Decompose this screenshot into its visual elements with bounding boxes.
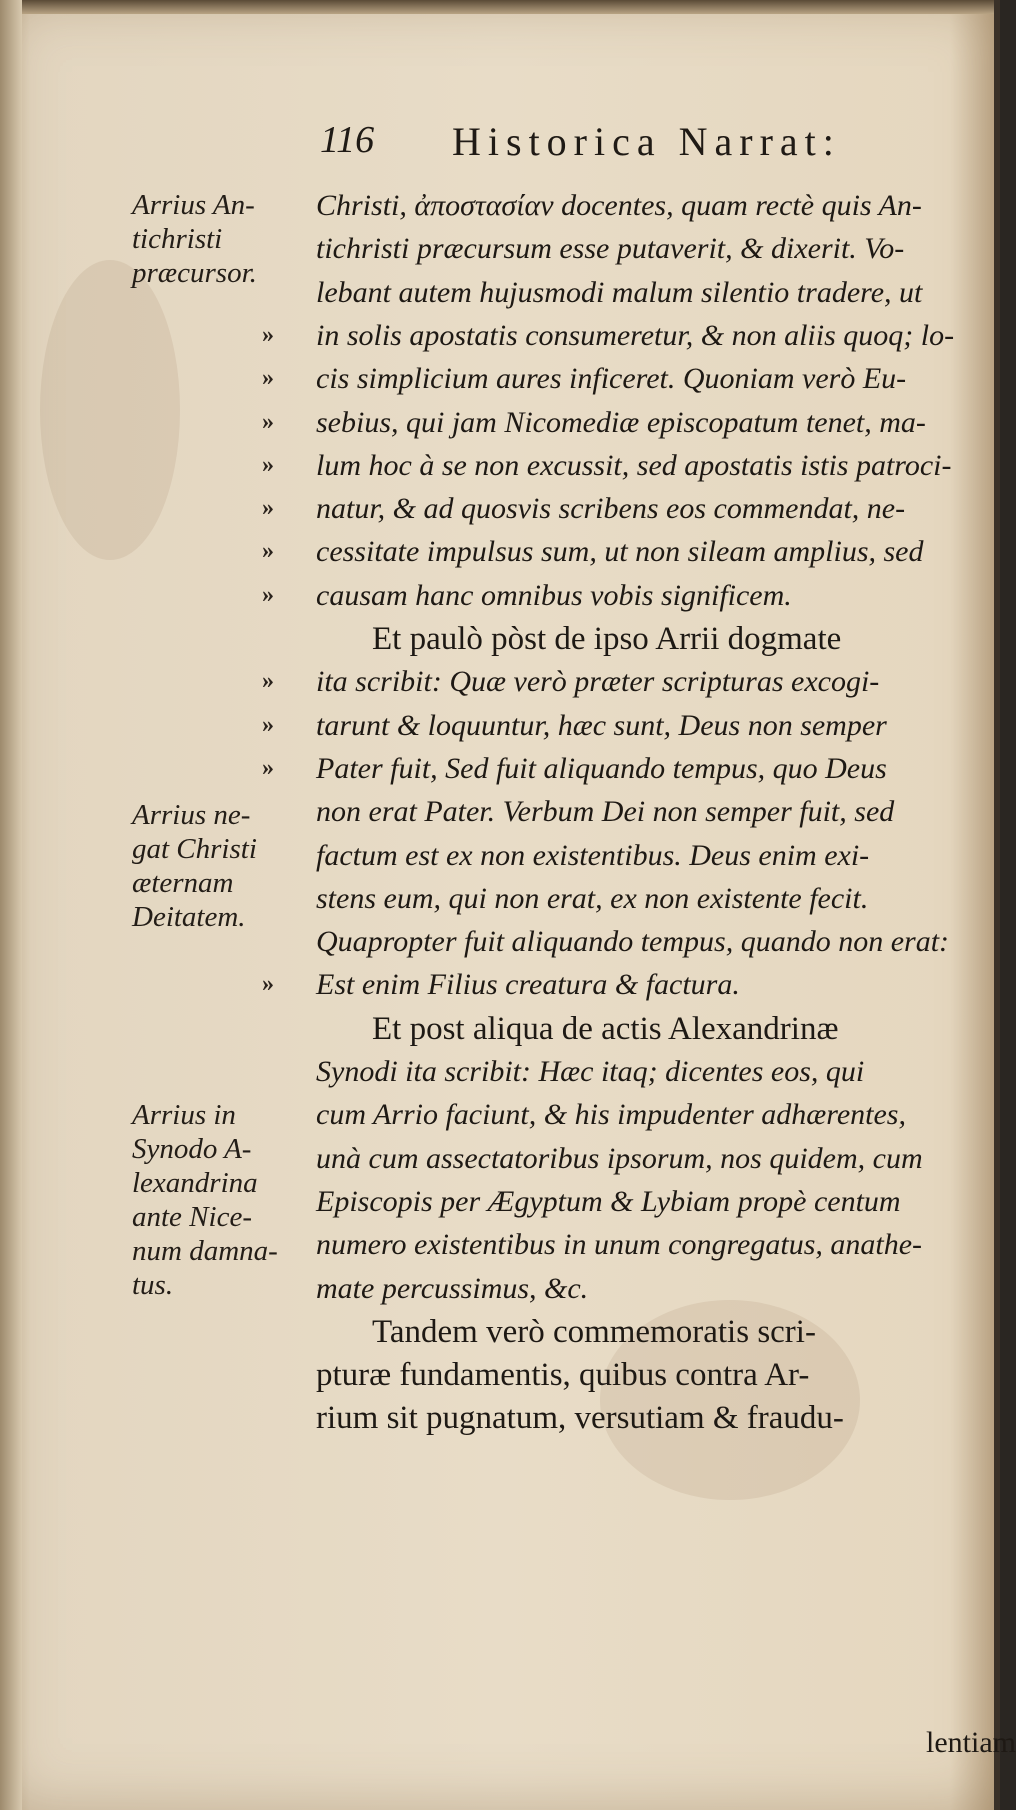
text-line: lum hoc à se non excussit, sed apostatis istis patroci- xyxy=(316,448,952,482)
margin-note-line: Arrius ne- xyxy=(132,799,251,831)
quotation-mark: » xyxy=(262,668,274,695)
text-line: factum est ex non existentibus. Deus enim exi- xyxy=(316,838,870,872)
text-line: tarunt & loquuntur, hæc sunt, Deus non semper xyxy=(316,708,887,742)
text-line: Pater fuit, Sed fuit aliquando tempus, quo Deus xyxy=(316,751,887,785)
text-line: Est enim Filius creatura & factura. xyxy=(316,968,740,1002)
quotation-mark: » xyxy=(262,711,274,738)
quotation-mark: » xyxy=(262,581,274,608)
text-line: pturæ fundamentis, quibus contra Ar- xyxy=(316,1357,810,1394)
text-line: numero existentibus in unum congregatus, anathe- xyxy=(316,1228,923,1262)
binding-gutter xyxy=(0,0,22,1810)
text-line: Tandem verò commemoratis scri- xyxy=(372,1313,816,1350)
margin-note-line: ante Nice- xyxy=(132,1201,252,1233)
page-top-edge xyxy=(0,0,1000,14)
margin-note-line: tichristi xyxy=(132,223,223,255)
margin-note-line: lexandrina xyxy=(132,1167,258,1199)
margin-note-line: æternam xyxy=(132,867,234,899)
text-line: tichristi præcursum esse putaverit, & dixerit. Vo- xyxy=(316,232,905,266)
quotation-mark: » xyxy=(262,754,274,781)
text-line: cum Arrio faciunt, & his impudenter adhærentes, xyxy=(316,1098,906,1132)
quotation-mark: » xyxy=(262,365,274,392)
text-line: in solis apostatis consumeretur, & non aliis quoq; lo- xyxy=(316,318,955,352)
running-head: Historica Narrat: xyxy=(452,119,841,164)
text-line: lebant autem hujusmodi malum silentio tradere, ut xyxy=(316,275,923,309)
paper-stain xyxy=(40,260,180,560)
quotation-mark: » xyxy=(262,495,274,522)
quotation-mark: » xyxy=(262,538,274,565)
page-header xyxy=(300,118,990,168)
margin-note-line: tus. xyxy=(132,1269,174,1301)
text-line: Et post aliqua de actis Alexandrinæ xyxy=(372,1010,839,1047)
quotation-mark: » xyxy=(262,321,274,348)
text-line: rium sit pugnatum, versutiam & fraudu- xyxy=(316,1400,844,1437)
text-line: ita scribit: Quæ verò præter scripturas excogi- xyxy=(316,665,880,699)
text-line: sebius, qui jam Nicomediæ episcopatum tenet, ma- xyxy=(316,405,926,439)
quotation-mark: » xyxy=(262,451,274,478)
text-line: natur, & ad quosvis scribens eos commendat, ne- xyxy=(316,492,906,526)
text-line: non erat Pater. Verbum Dei non semper fuit, sed xyxy=(316,795,895,829)
margin-note-1 xyxy=(132,188,257,290)
quotation-mark: » xyxy=(262,971,274,998)
text-line: cessitate impulsus sum, ut non sileam amplius, sed xyxy=(316,535,924,569)
text-line: mate percussimus, &c. xyxy=(316,1271,589,1305)
quotation-mark: » xyxy=(262,408,274,435)
page-right-edge xyxy=(994,0,1000,1810)
margin-note-2 xyxy=(132,798,257,934)
text-line: Episcopis per Ægyptum & Lybiam propè centum xyxy=(316,1184,901,1218)
text-line: Christi, ἀποστασίαν docentes, quam rectè quis An- xyxy=(316,189,922,222)
text-line: Synodi ita scribit: Hæc itaq; dicentes eos, qui xyxy=(316,1055,865,1088)
page-number: 116 xyxy=(320,119,375,161)
margin-note-3 xyxy=(132,1098,278,1302)
margin-note-line: Synodo A- xyxy=(132,1133,252,1165)
margin-note-line: præcursor. xyxy=(132,257,257,289)
margin-note-line: Arrius An- xyxy=(132,189,255,221)
text-line: cis simplicium aures inficeret. Quoniam verò Eu- xyxy=(316,362,907,396)
text-line: causam hanc omnibus vobis significem. xyxy=(316,578,792,612)
margin-note-line: gat Christi xyxy=(132,833,257,865)
margin-note-line: Deitatem. xyxy=(132,901,246,933)
text-line: Et paulò pòst de ipso Arrii dogmate xyxy=(372,621,842,657)
text-line: stens eum, qui non erat, ex non existente fecit. xyxy=(316,881,869,915)
margin-note-line: Arrius in xyxy=(132,1099,236,1131)
margin-note-line: num damna- xyxy=(132,1235,278,1267)
text-line: Quapropter fuit aliquando tempus, quando non erat: xyxy=(316,925,950,959)
catchword: lentiam xyxy=(926,1726,1016,1759)
text-line: unà cum assectatoribus ipsorum, nos quidem, cum xyxy=(316,1141,923,1175)
